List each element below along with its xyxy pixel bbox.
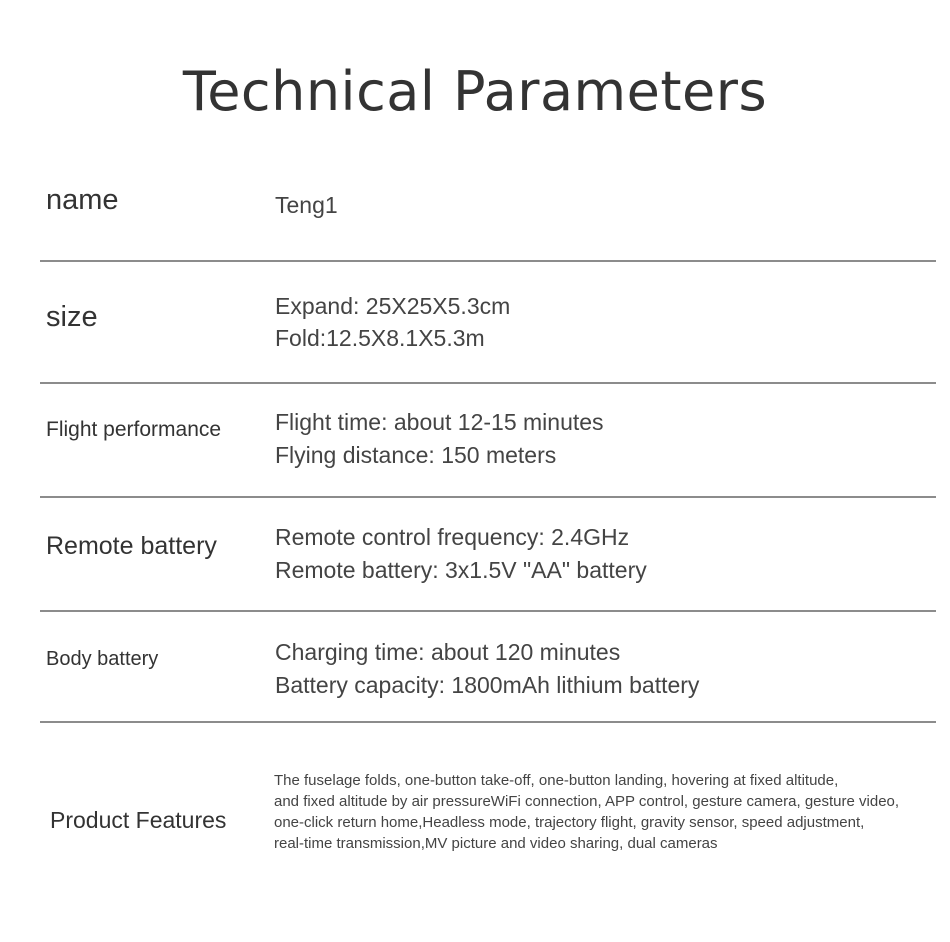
row-value-product-features xyxy=(274,770,944,854)
value-line: Remote control frequency: 2.4GHz xyxy=(275,524,630,550)
row-value-flight-performance xyxy=(275,406,604,472)
divider xyxy=(40,610,936,612)
divider xyxy=(40,496,936,498)
row-value-body-battery xyxy=(275,636,699,702)
row-value-remote-battery xyxy=(275,521,647,587)
value-line: Fold:12.5X8.1X5.3m xyxy=(275,325,485,351)
row-value-size xyxy=(275,290,510,354)
divider xyxy=(40,382,936,384)
row-value-name xyxy=(275,190,338,220)
value-line: Flight time: about 12-15 minutes xyxy=(275,409,604,435)
row-label-remote-battery: Remote battery xyxy=(46,532,217,560)
value-line: one-click return home,Headless mode, trajectory flight, gravity sensor, speed adjustment, xyxy=(274,814,865,831)
value-line: Expand: 25X25X5.3cm xyxy=(275,293,511,319)
value-line: Charging time: about 120 minutes xyxy=(275,639,621,665)
row-label-body-battery: Body battery xyxy=(46,648,159,670)
value-line: Flying distance: 150 meters xyxy=(275,442,557,468)
value-line: Battery capacity: 1800mAh lithium battery xyxy=(275,672,700,698)
row-label-name: name xyxy=(46,184,119,216)
value-line: real-time transmission,MV picture and video sharing, dual cameras xyxy=(274,835,718,852)
value-line: The fuselage folds, one-button take-off, one-button landing, hovering at fixed altitude, xyxy=(274,772,839,789)
divider xyxy=(40,721,936,723)
row-label-flight-performance: Flight performance xyxy=(46,418,222,441)
value-line: Teng1 xyxy=(275,192,338,218)
value-line: Remote battery: 3x1.5V "AA" battery xyxy=(275,557,647,583)
divider xyxy=(40,260,936,262)
row-label-size: size xyxy=(46,301,98,333)
row-label-product-features: Product Features xyxy=(50,807,227,833)
page-title: Technical Parameters xyxy=(182,60,768,123)
value-line: and fixed altitude by air pressureWiFi connection, APP control, gesture camera, gesture video, xyxy=(274,793,900,810)
